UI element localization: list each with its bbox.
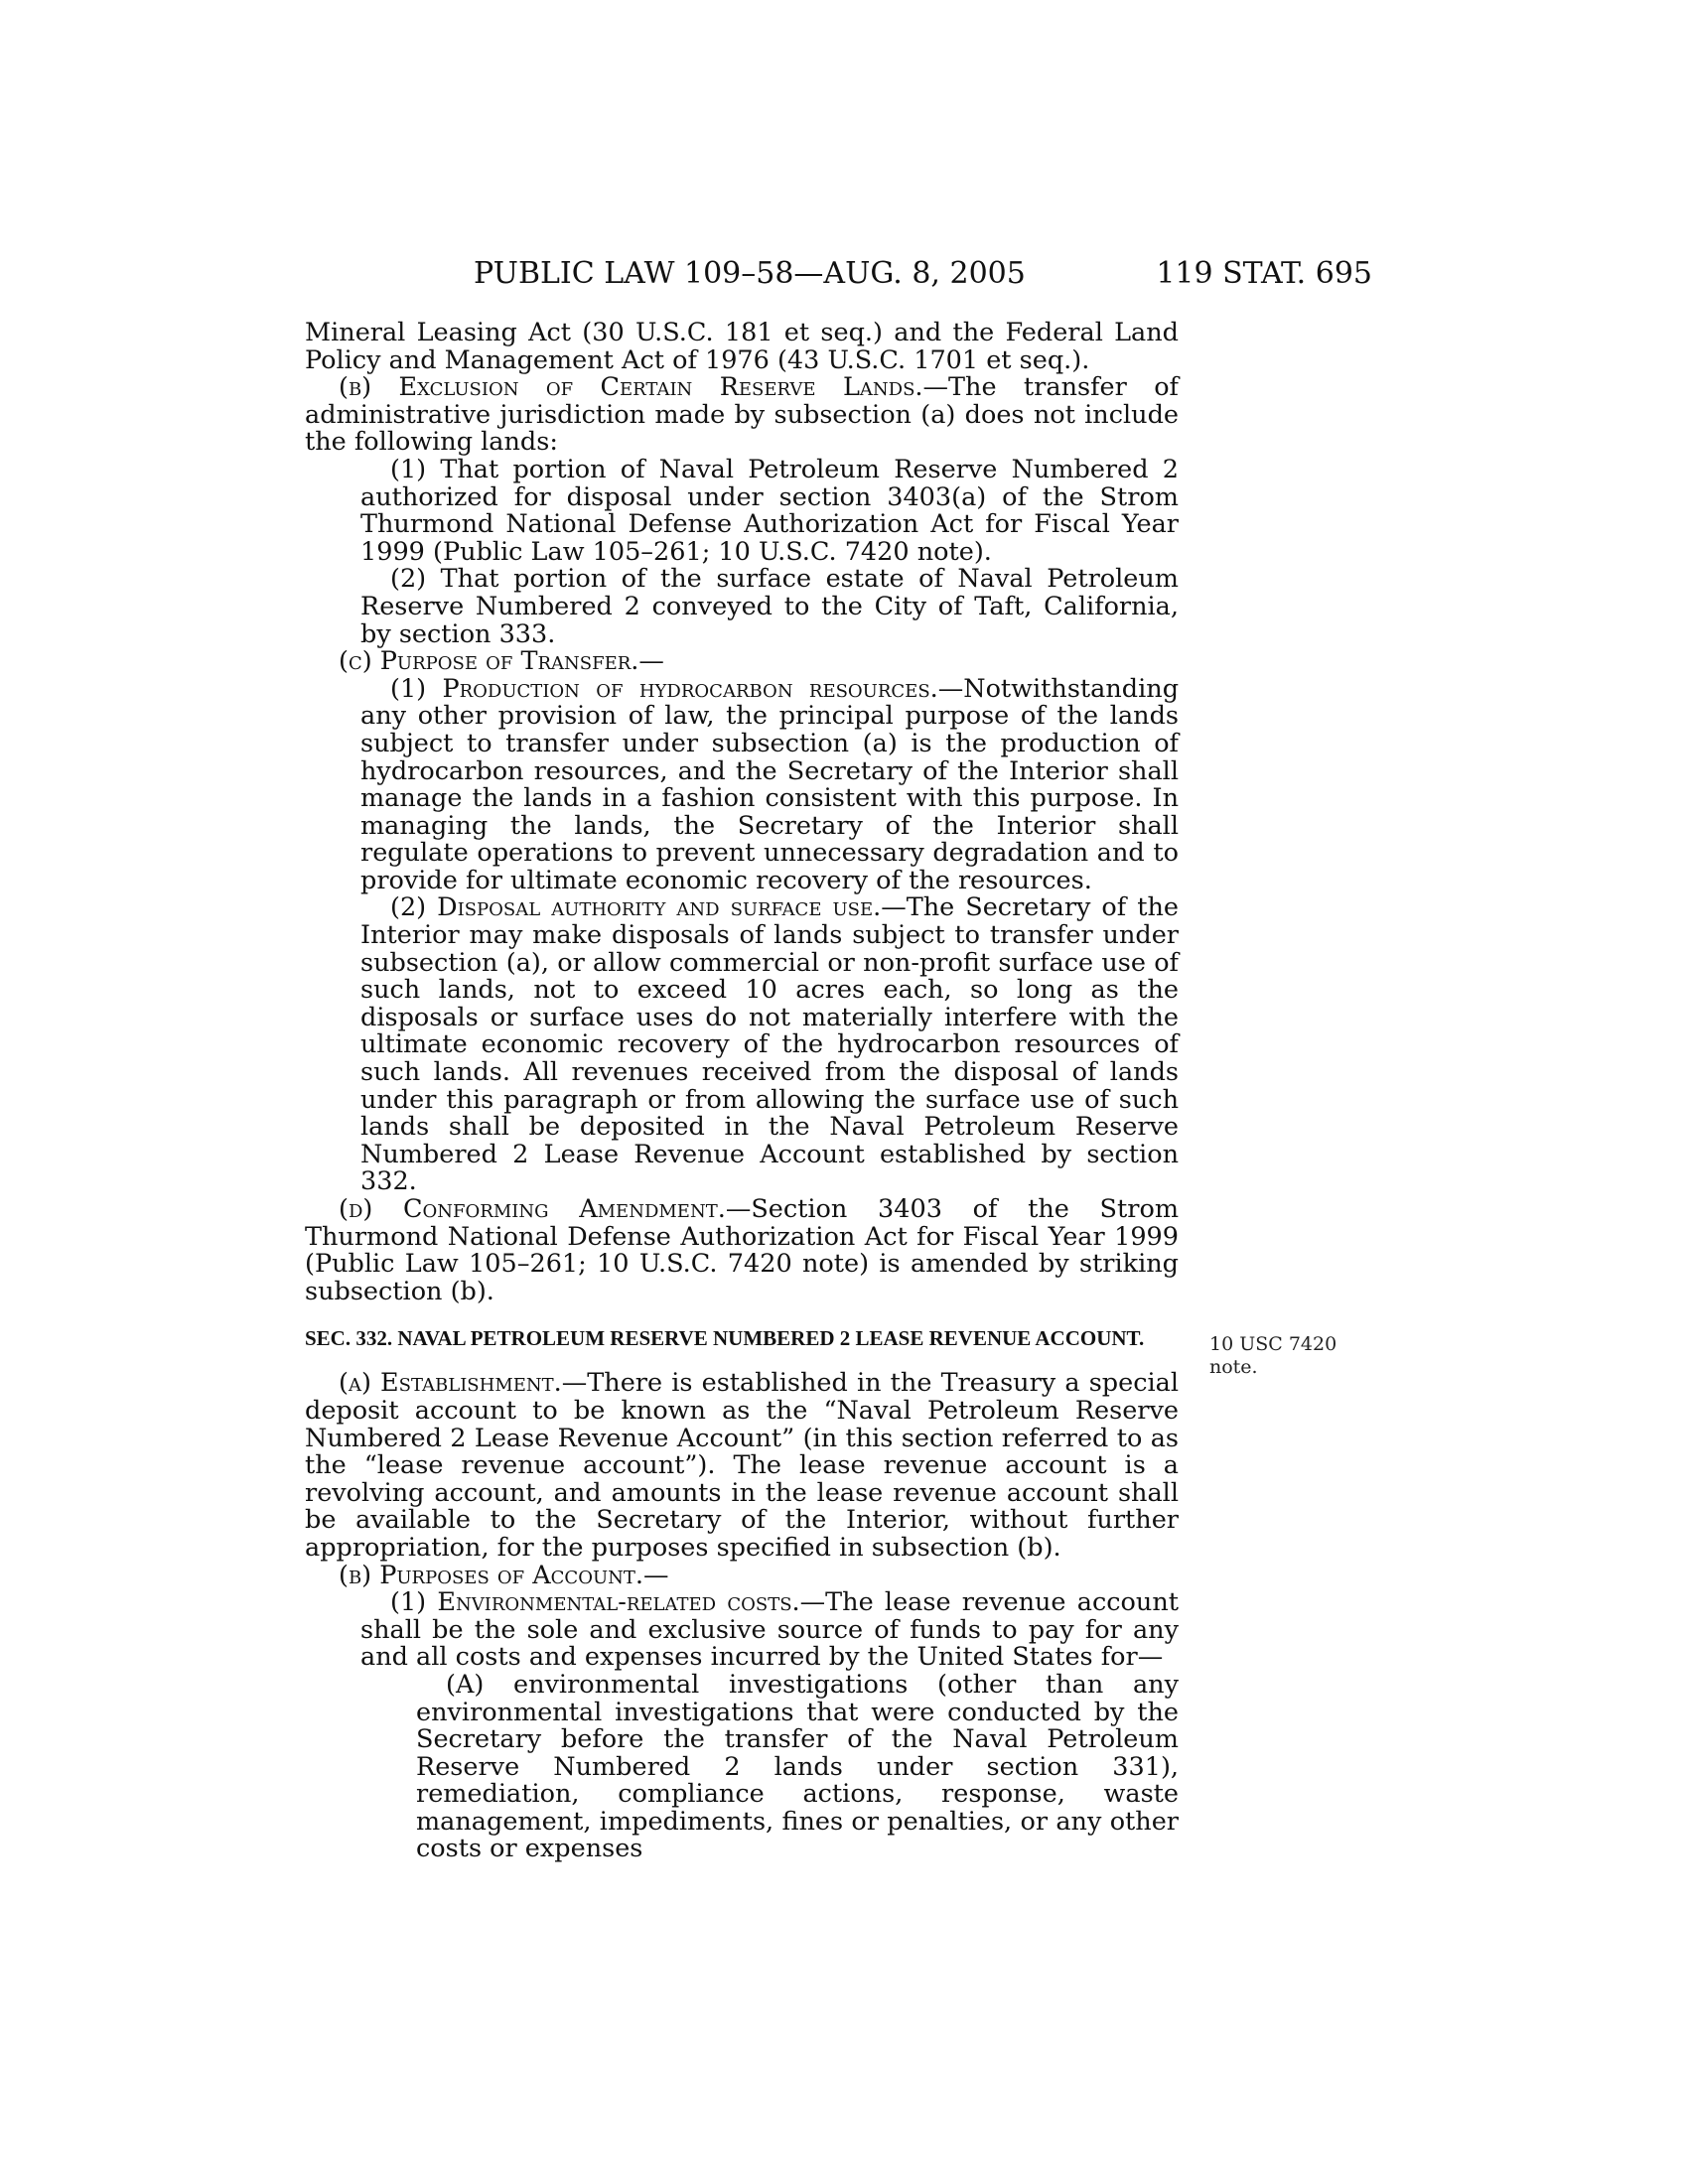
running-head-title: PUBLIC LAW 109–58—AUG. 8, 2005: [474, 256, 1026, 291]
paragraph-c2-text: —The Secretary of the Interior may make disposals of lands subject to transfer under subsection (a), or allow commercial or non-profit surface use of such lands, not to exceed 10 acres each, so long as the disposals or surface uses do not materially interfere with the ultimate economic recovery of the hydrocarbon resources of such lands. All revenues received from the disposal of lands under this paragraph or from allowing the surface use of such lands shall be deposited in the Naval Petroleum Reserve Numbered 2 Lease Revenue Account established by section 332.: [360, 892, 1179, 1197]
paragraph-purposes-1-text: —The lease revenue account shall be the sole and exclusive source of funds to pay for any and all costs and expenses incurred by the United States for—: [360, 1587, 1179, 1673]
subsection-c: [305, 648, 1179, 676]
paragraph-purposes-1-number: (1): [390, 1587, 438, 1618]
paragraph-c2-heading: Disposal authority and surface use.: [437, 892, 882, 923]
subsection-purposes-heading: (b) Purposes of Account.: [339, 1560, 643, 1590]
paragraph-c1: [360, 673, 1180, 895]
paragraph-purposes-1: [360, 1589, 1179, 1672]
subsection-d: [305, 1196, 1179, 1305]
subsection-b: [305, 374, 1179, 457]
paragraph-continuation: Mineral Leasing Act (30 U.S.C. 181 et seq.) and the Federal Land Policy and Management Act of 1976 (43 U.S.C. 1701 et seq.).: [305, 318, 1179, 375]
subparagraph-A: (A) environmental investigations (other than any environmental investigations that were conducted by the Secretary before the transfer of the Naval Petroleum Reserve Numbered 2 lands under section 331), remediation, compliance actions, response, waste management, impediments, fines or penalties, or any other costs or expenses: [416, 1669, 1179, 1864]
statute-page-number: 119 STAT. 695: [1156, 256, 1372, 291]
paragraph-c1-text: —Notwithstanding any other provision of law, the principal purpose of the lands subject to transfer under subsection (a) is the production of hydrocarbon resources, and the Secretary of the Interior shall manage the lands in a fashion consistent with this purpose. In managing the lands, the Secretary of the Interior shall regulate operations to prevent unnecessary degradation and to provide for ultimate economic recovery of the resources.: [360, 673, 1180, 895]
subsection-d-heading: (d) Conforming Amendment.: [339, 1194, 726, 1224]
subsection-b-text: —The transfer of administrative jurisdiction made by subsection (a) does not include the following lands:: [305, 372, 1179, 458]
margin-note-line-1: 10 USC 7420: [1209, 1333, 1337, 1355]
body-text: [305, 320, 1179, 1863]
subsection-d-text: —Section 3403 of the Strom Thurmond National Defense Authorization Act for Fiscal Year 1999 (Public Law 105–261; 10 U.S.C. 7420 note) is amended by striking subsection (b).: [305, 1194, 1179, 1306]
margin-note: [1209, 1333, 1338, 1379]
subsection-a-text: —There is established in the Treasury a special deposit account to be known as the “Naval Petroleum Reserve Numbered 2 Lease Revenue Account” (in this section referred to as the “lease revenue account”). The lease revenue account is a revolving account, and amounts in the lease revenue account shall be available to the Secretary of the Interior, without further appropriation, for the purposes specified in subsection (b).: [305, 1368, 1179, 1563]
subsection-a-heading: (a) Establishment.: [339, 1368, 562, 1399]
subsection-c-heading: (c) Purpose of Transfer.: [339, 646, 639, 677]
paragraph-purposes-1-heading: Environmental-related costs.: [437, 1587, 800, 1618]
subsection-purposes-text: —: [643, 1560, 669, 1590]
paragraph-c1-heading: Production of hydrocarbon resources.: [442, 673, 938, 704]
section-heading: SEC. 332. NAVAL PETROLEUM RESERVE NUMBERED 2 LEASE REVENUE ACCOUNT.: [305, 1326, 1145, 1351]
paragraph-c1-number: (1): [390, 673, 443, 704]
paragraph-b1: (1) That portion of Naval Petroleum Reserve Numbered 2 authorized for disposal under section 3403(a) of the Strom Thurmond National Defense Authorization Act for Fiscal Year 1999 (Public Law 105–261; 10 U.S.C. 7420 note).: [360, 454, 1179, 567]
subsection-a: [305, 1370, 1179, 1562]
paragraph-b2: (2) That portion of the surface estate of Naval Petroleum Reserve Numbered 2 conveyed to the City of Taft, California, by section 333.: [360, 564, 1179, 649]
subsection-b-heading: (b) Exclusion of Certain Reserve Lands.: [339, 372, 923, 403]
subsection-c-text: —: [638, 646, 664, 677]
subsection-purposes: [305, 1560, 1179, 1590]
margin-note-line-2: note.: [1209, 1356, 1258, 1378]
paragraph-c2: [360, 894, 1179, 1196]
running-head: [305, 254, 1372, 294]
paragraph-c2-number: (2): [390, 892, 438, 923]
